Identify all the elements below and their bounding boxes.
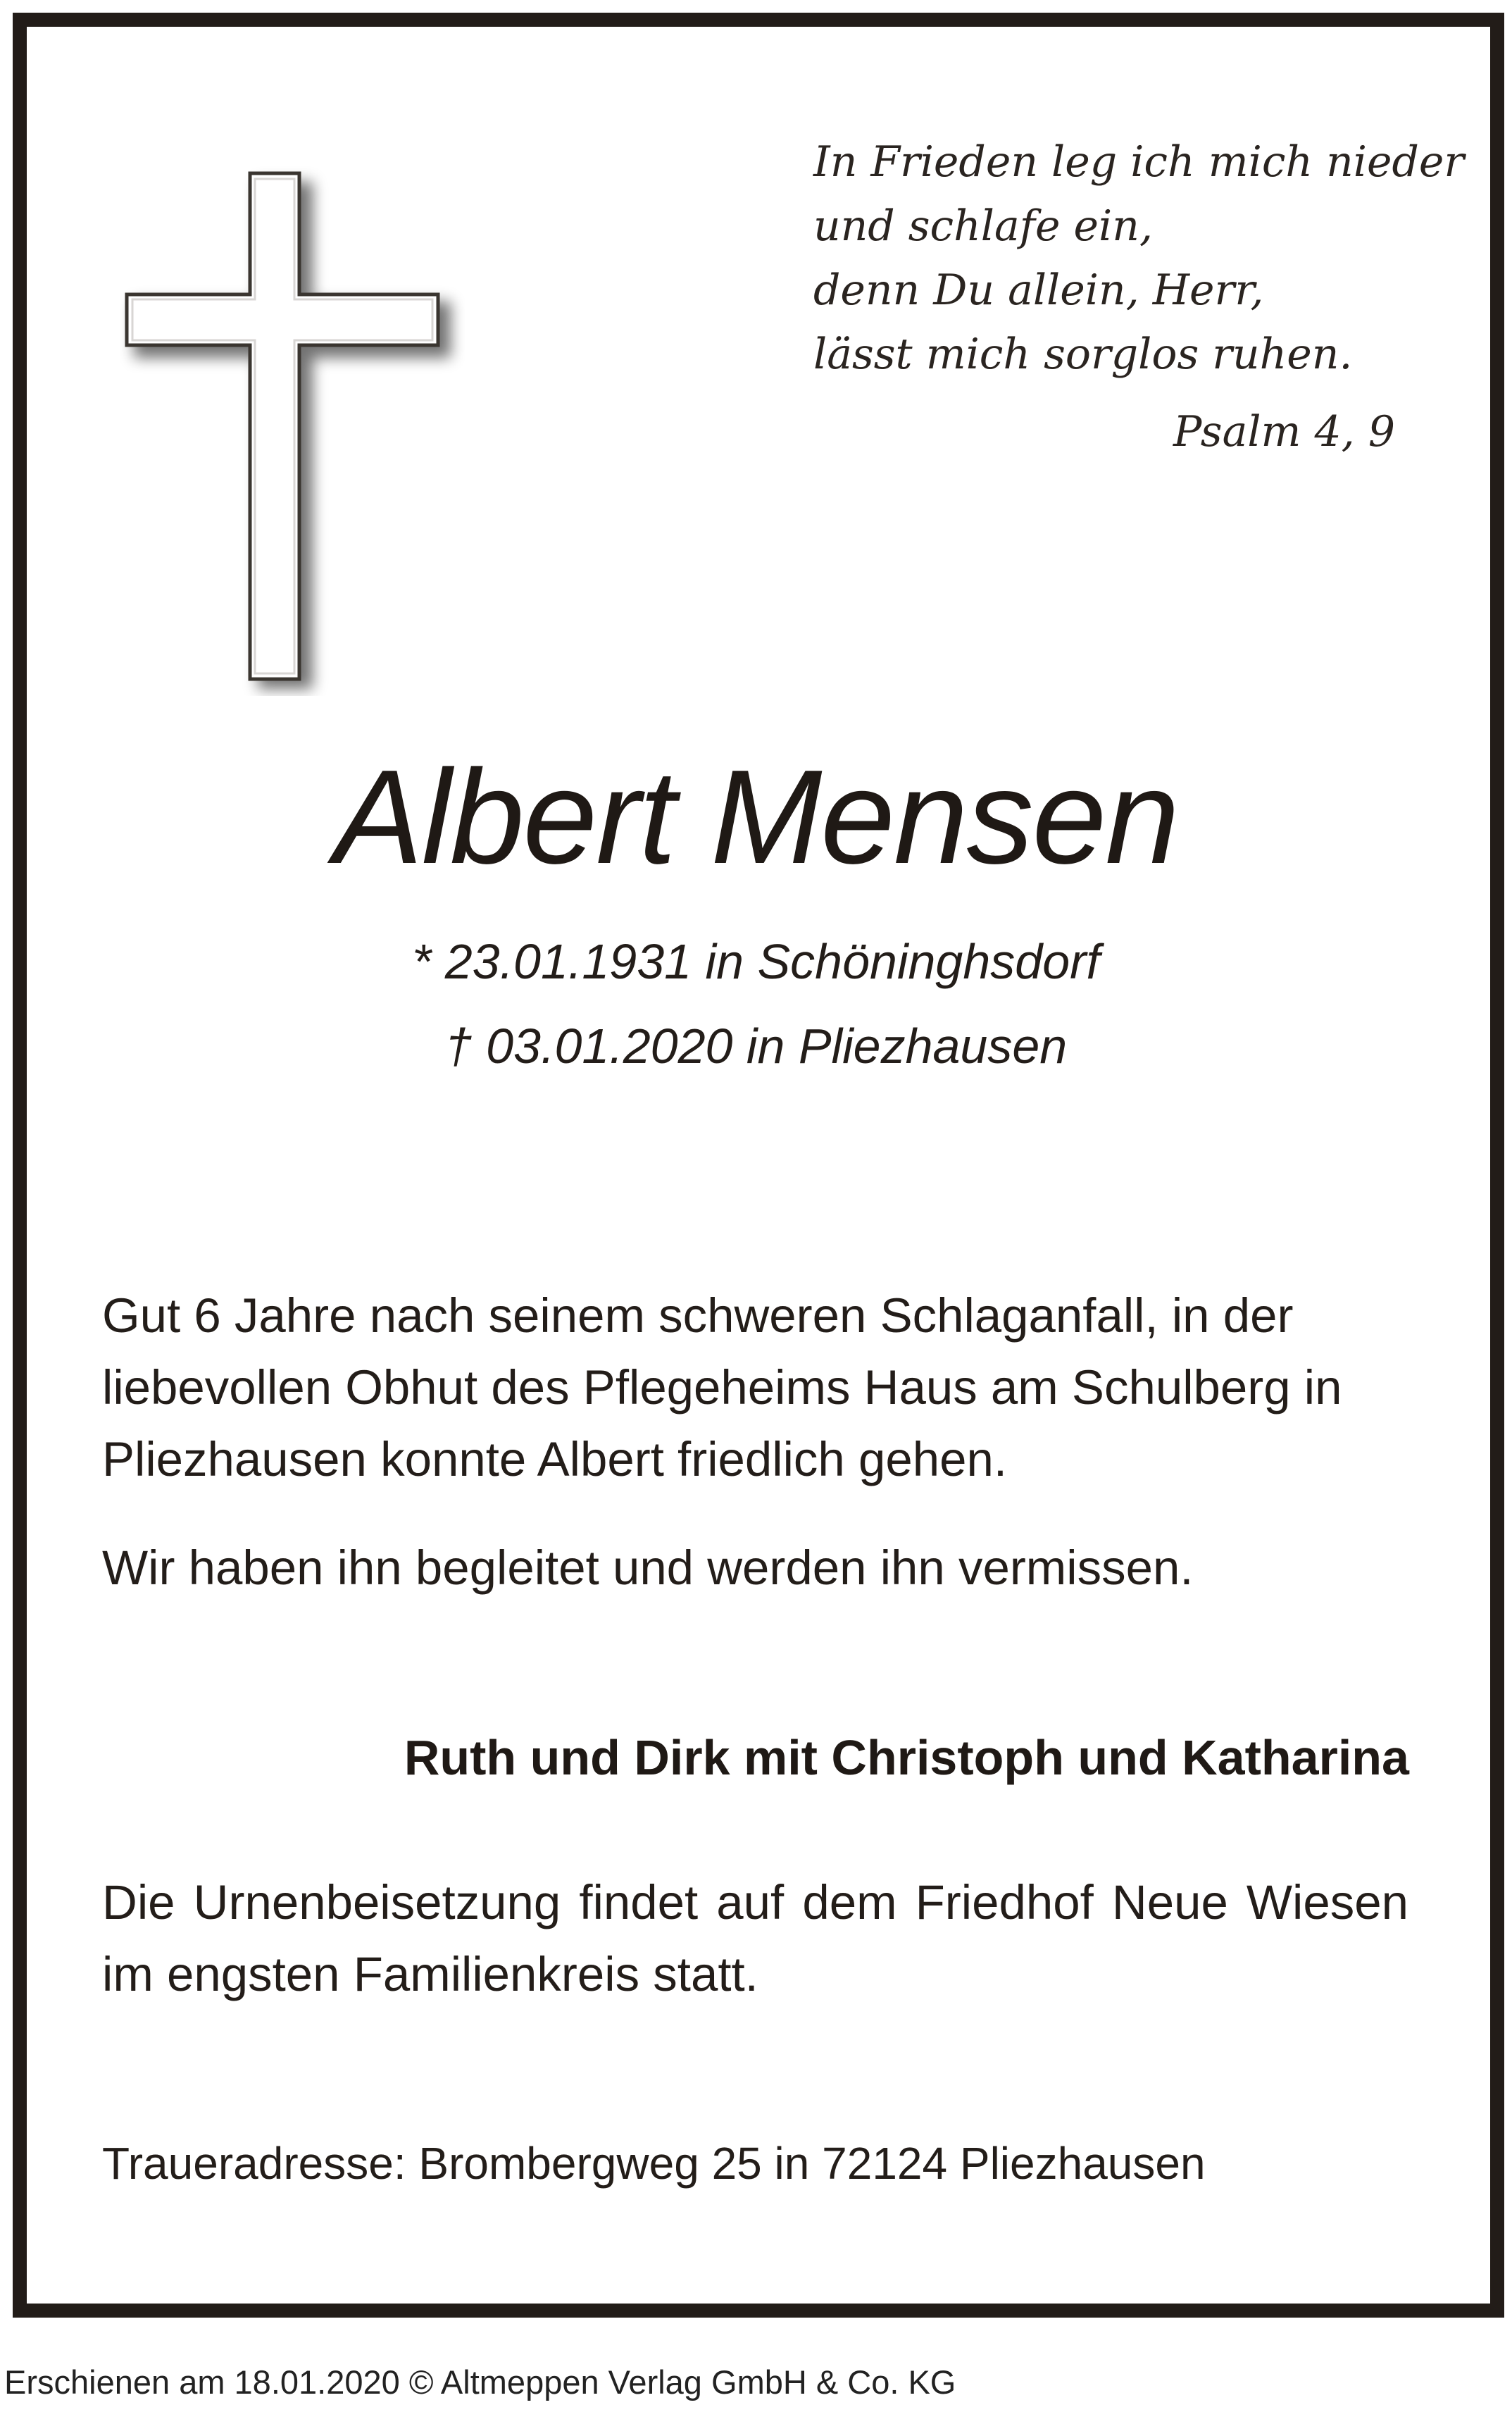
psalm-reference: Psalm 4, 9 xyxy=(1173,407,1395,456)
deceased-name: Albert Mensen xyxy=(333,742,1179,892)
burial-notice: Die Urnenbeisetzung findet auf dem Friedhof Neue Wiesen im engsten Familienkreis statt. xyxy=(102,1875,1408,2001)
obituary-paragraph: Gut 6 Jahre nach seinem schweren Schlaganfall, in der liebevollen Obhut des Pflegeheims Haus am Schulberg in Pliezhausen konnte Albert friedlich gehen. xyxy=(102,1288,1342,1486)
obituary-paragraph: Wir haben ihn begleitet und werden ihn vermissen. xyxy=(102,1541,1194,1595)
cross-icon xyxy=(120,154,465,696)
psalm-verse xyxy=(813,130,1465,387)
life-dates xyxy=(0,919,1512,1088)
psalm-line: und schlafe ein, xyxy=(813,201,1153,251)
psalm-line: In Frieden leg ich mich nieder xyxy=(813,137,1465,187)
death-date: † 03.01.2020 in Pliezhausen xyxy=(444,1019,1068,1074)
family-signature: Ruth und Dirk mit Christoph und Katharina xyxy=(404,1730,1409,1785)
publication-footer: Erschienen am 18.01.2020 © Altmeppen Verlag GmbH & Co. KG xyxy=(4,2363,956,2401)
mourning-address: Traueradresse: Brombergweg 25 in 72124 Pliezhausen xyxy=(102,2138,1206,2189)
psalm-line: denn Du allein, Herr, xyxy=(813,266,1264,315)
birth-date: * 23.01.1931 in Schöninghsdorf xyxy=(412,934,1100,989)
psalm-line: lässt mich sorglos ruhen. xyxy=(813,330,1353,379)
